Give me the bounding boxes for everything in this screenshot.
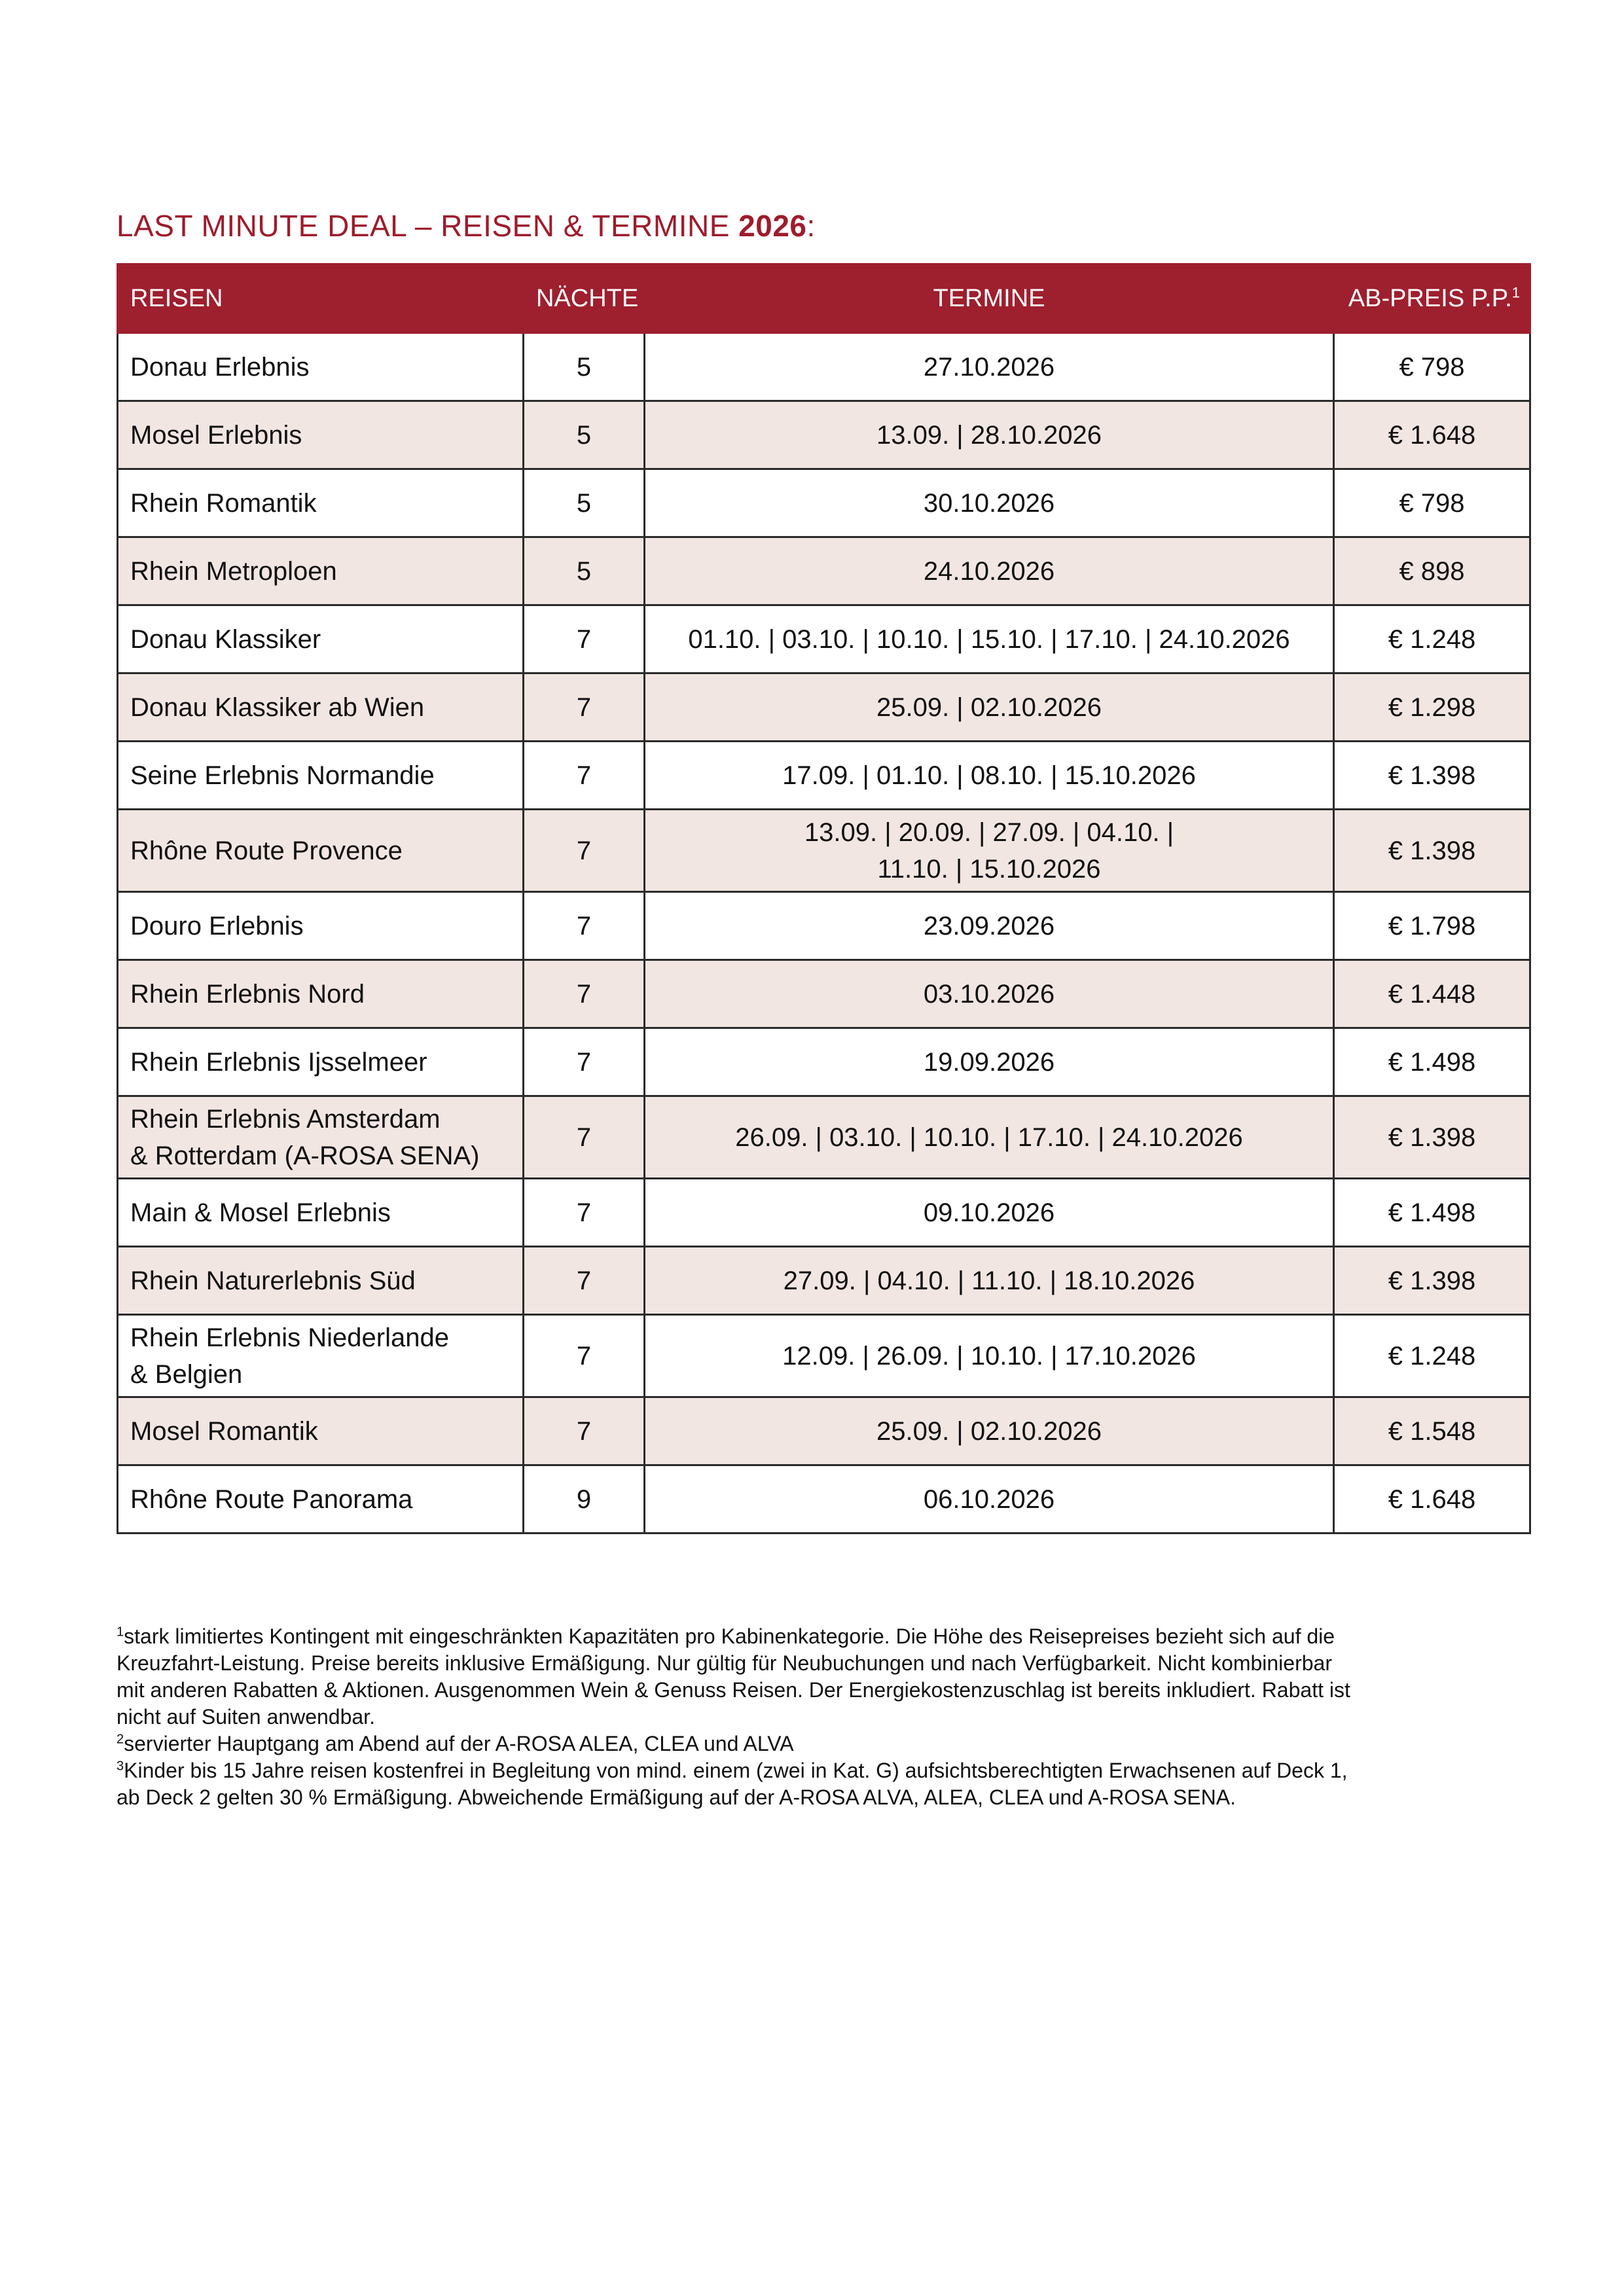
cell-nights: 7	[524, 1028, 645, 1096]
cell-trip	[118, 537, 524, 605]
cell-dates	[645, 333, 1334, 401]
cell-nights: 5	[524, 333, 645, 401]
cell-nights: 7	[524, 892, 645, 960]
date-line: 11.10. | 15.10.2026	[877, 854, 1101, 884]
footnote-mark: 3	[117, 1759, 124, 1774]
cell-price: € 1.548	[1334, 1397, 1530, 1465]
cell-nights: 7	[524, 810, 645, 892]
table-row	[118, 742, 1530, 810]
date-line: 23.09.2026	[923, 911, 1055, 941]
footnote-line	[117, 1677, 1530, 1704]
cell-dates	[645, 960, 1334, 1028]
trip-name-line: Rhône Route Provence	[130, 836, 403, 865]
cell-price: € 1.248	[1334, 1315, 1530, 1397]
footnote-mark: 2	[117, 1732, 124, 1747]
trip-name-line: Donau Klassiker	[130, 624, 321, 654]
date-line: 30.10.2026	[923, 488, 1055, 518]
title-year: 2026	[738, 209, 807, 243]
cell-trip	[118, 1028, 524, 1096]
cell-trip	[118, 673, 524, 742]
date-line: 25.09. | 02.10.2026	[876, 1416, 1102, 1446]
cell-dates	[645, 892, 1334, 960]
cell-price: € 1.298	[1334, 673, 1530, 742]
deals-table	[117, 263, 1531, 1534]
cell-dates	[645, 742, 1334, 810]
trip-name-line: Donau Klassiker ab Wien	[130, 692, 425, 722]
cell-price: € 898	[1334, 537, 1530, 605]
date-line: 25.09. | 02.10.2026	[876, 692, 1102, 722]
cell-trip	[118, 1096, 524, 1179]
cell-trip	[118, 401, 524, 469]
header-price-footnote-mark: 1	[1511, 283, 1520, 300]
cell-trip	[118, 960, 524, 1028]
cell-trip	[118, 1315, 524, 1397]
date-line: 01.10. | 03.10. | 10.10. | 15.10. | 17.10. | 24.10.2026	[688, 624, 1290, 654]
title-suffix: :	[806, 209, 816, 243]
trip-name-line: Rhône Route Panorama	[130, 1484, 413, 1514]
cell-dates	[645, 1315, 1334, 1397]
header-row	[118, 264, 1530, 333]
footnote-mark: 1	[117, 1624, 124, 1640]
table-row	[118, 1315, 1530, 1397]
table-row	[118, 1179, 1530, 1247]
cell-dates	[645, 537, 1334, 605]
date-line: 13.09. | 20.09. | 27.09. | 04.10. |	[804, 817, 1174, 847]
cell-trip	[118, 742, 524, 810]
date-line: 27.10.2026	[923, 352, 1055, 382]
trip-name-line: Rhein Erlebnis Amsterdam	[130, 1104, 441, 1134]
cell-nights: 9	[524, 1465, 645, 1534]
table-body	[118, 333, 1530, 1534]
table-row	[118, 605, 1530, 673]
cell-price: € 1.448	[1334, 960, 1530, 1028]
cell-nights: 7	[524, 605, 645, 673]
table-row	[118, 892, 1530, 960]
trip-name-line: Rhein Metroploen	[130, 556, 337, 586]
cell-dates	[645, 1247, 1334, 1315]
cell-nights: 7	[524, 960, 645, 1028]
cell-price: € 798	[1334, 469, 1530, 537]
cell-price: € 1.398	[1334, 810, 1530, 892]
cell-nights: 7	[524, 1179, 645, 1247]
cell-trip	[118, 605, 524, 673]
date-line: 12.09. | 26.09. | 10.10. | 17.10.2026	[782, 1341, 1196, 1371]
cell-dates	[645, 810, 1334, 892]
cell-trip	[118, 810, 524, 892]
cell-nights: 7	[524, 1315, 645, 1397]
cell-price: € 1.398	[1334, 742, 1530, 810]
cell-trip	[118, 892, 524, 960]
cell-dates	[645, 1397, 1334, 1465]
cell-nights: 7	[524, 1096, 645, 1179]
table-row	[118, 469, 1530, 537]
header-nights: NÄCHTE	[524, 264, 645, 333]
date-line: 24.10.2026	[923, 556, 1055, 586]
table-header	[118, 264, 1530, 333]
trip-name-line: Rhein Romantik	[130, 488, 317, 518]
cell-dates	[645, 469, 1334, 537]
title-main: LAST MINUTE DEAL – REISEN & TERMINE	[117, 209, 739, 243]
table-row	[118, 1028, 1530, 1096]
table-row	[118, 1465, 1530, 1534]
date-line: 27.09. | 04.10. | 11.10. | 18.10.2026	[783, 1266, 1195, 1295]
cell-price: € 1.648	[1334, 1465, 1530, 1534]
footnote-text: ab Deck 2 gelten 30 % Ermäßigung. Abweichende Ermäßigung auf der A-ROSA ALVA, ALEA, CLEA und A-ROSA SENA.	[117, 1785, 1236, 1809]
footnote-line	[117, 1650, 1530, 1677]
trip-name-line: Seine Erlebnis Normandie	[130, 761, 435, 790]
cell-price: € 1.798	[1334, 892, 1530, 960]
table-row	[118, 401, 1530, 469]
cell-dates	[645, 605, 1334, 673]
date-line: 17.09. | 01.10. | 08.10. | 15.10.2026	[782, 761, 1196, 790]
cell-nights: 5	[524, 401, 645, 469]
date-line: 06.10.2026	[923, 1484, 1055, 1514]
table-row	[118, 333, 1530, 401]
footnote-text: stark limitiertes Kontingent mit eingeschränkten Kapazitäten pro Kabinenkategorie. Die Höhe des Reisepreises bezieht sich auf die	[124, 1624, 1335, 1648]
cell-price: € 1.248	[1334, 605, 1530, 673]
cell-nights: 7	[524, 1247, 645, 1315]
page-title	[117, 208, 816, 243]
cell-dates	[645, 1465, 1334, 1534]
cell-price: € 1.498	[1334, 1028, 1530, 1096]
cell-dates	[645, 1179, 1334, 1247]
table-row	[118, 1397, 1530, 1465]
trip-name-line: Donau Erlebnis	[130, 352, 310, 382]
trip-name-line: Main & Mosel Erlebnis	[130, 1198, 391, 1227]
cell-dates	[645, 1028, 1334, 1096]
cell-trip	[118, 469, 524, 537]
date-line: 26.09. | 03.10. | 10.10. | 17.10. | 24.10.2026	[735, 1122, 1243, 1152]
cell-trip	[118, 1465, 524, 1534]
footnote-text: servierter Hauptgang am Abend auf der A-ROSA ALEA, CLEA und ALVA	[124, 1732, 794, 1755]
table-row	[118, 960, 1530, 1028]
footnote-line	[117, 1704, 1530, 1731]
footnote-text: mit anderen Rabatten & Aktionen. Ausgenommen Wein & Genuss Reisen. Der Energiekostenzuschlag ist bereits inkludiert. Rabatt ist	[117, 1678, 1350, 1702]
cell-price: € 1.398	[1334, 1096, 1530, 1179]
trip-name-line: Rhein Naturerlebnis Süd	[130, 1266, 416, 1295]
table-row	[118, 1247, 1530, 1315]
footnote-text: Kinder bis 15 Jahre reisen kostenfrei in Begleitung von mind. einem (zwei in Kat. G) aufsichtsberechtigten Erwachsenen auf Deck 1,	[124, 1759, 1348, 1782]
trip-name-line: Rhein Erlebnis Nord	[130, 979, 365, 1009]
footnote-line	[117, 1784, 1530, 1811]
header-dates: TERMINE	[645, 264, 1334, 333]
cell-dates	[645, 401, 1334, 469]
cell-price: € 1.398	[1334, 1247, 1530, 1315]
footnote-line	[117, 1757, 1530, 1784]
cell-nights: 7	[524, 1397, 645, 1465]
cell-trip	[118, 333, 524, 401]
footnote-text: Kreuzfahrt-Leistung. Preise bereits inklusive Ermäßigung. Nur gültig für Neubuchungen und nach Verfügbarkeit. Nicht kombinierbar	[117, 1651, 1332, 1675]
date-line: 19.09.2026	[923, 1047, 1055, 1077]
trip-name-line: & Belgien	[130, 1359, 243, 1389]
date-line: 13.09. | 28.10.2026	[876, 420, 1102, 450]
cell-nights: 5	[524, 537, 645, 605]
table-row	[118, 673, 1530, 742]
footnote-line	[117, 1623, 1530, 1650]
footnote-line	[117, 1731, 1530, 1757]
cell-dates	[645, 673, 1334, 742]
cell-nights: 7	[524, 673, 645, 742]
cell-trip	[118, 1397, 524, 1465]
trip-name-line: Rhein Erlebnis Ijsselmeer	[130, 1047, 427, 1077]
cell-price: € 1.648	[1334, 401, 1530, 469]
footnotes	[117, 1623, 1530, 1811]
table-row	[118, 1096, 1530, 1179]
cell-nights: 5	[524, 469, 645, 537]
cell-nights: 7	[524, 742, 645, 810]
cell-price: € 1.498	[1334, 1179, 1530, 1247]
trip-name-line: Douro Erlebnis	[130, 911, 304, 941]
header-price-label: AB-PREIS P.P.	[1348, 284, 1512, 312]
cell-price: € 798	[1334, 333, 1530, 401]
header-price	[1334, 264, 1530, 333]
date-line: 09.10.2026	[923, 1198, 1055, 1227]
header-trip: REISEN	[118, 264, 524, 333]
trip-name-line: Mosel Romantik	[130, 1416, 318, 1446]
trip-name-line: Rhein Erlebnis Niederlande	[130, 1323, 449, 1352]
trip-name-line: Mosel Erlebnis	[130, 420, 302, 450]
date-line: 03.10.2026	[923, 979, 1055, 1009]
trip-name-line: & Rotterdam (A-ROSA SENA)	[130, 1141, 480, 1170]
cell-trip	[118, 1247, 524, 1315]
table-row	[118, 537, 1530, 605]
table-row	[118, 810, 1530, 892]
footnote-text: nicht auf Suiten anwendbar.	[117, 1705, 375, 1729]
cell-trip	[118, 1179, 524, 1247]
cell-dates	[645, 1096, 1334, 1179]
